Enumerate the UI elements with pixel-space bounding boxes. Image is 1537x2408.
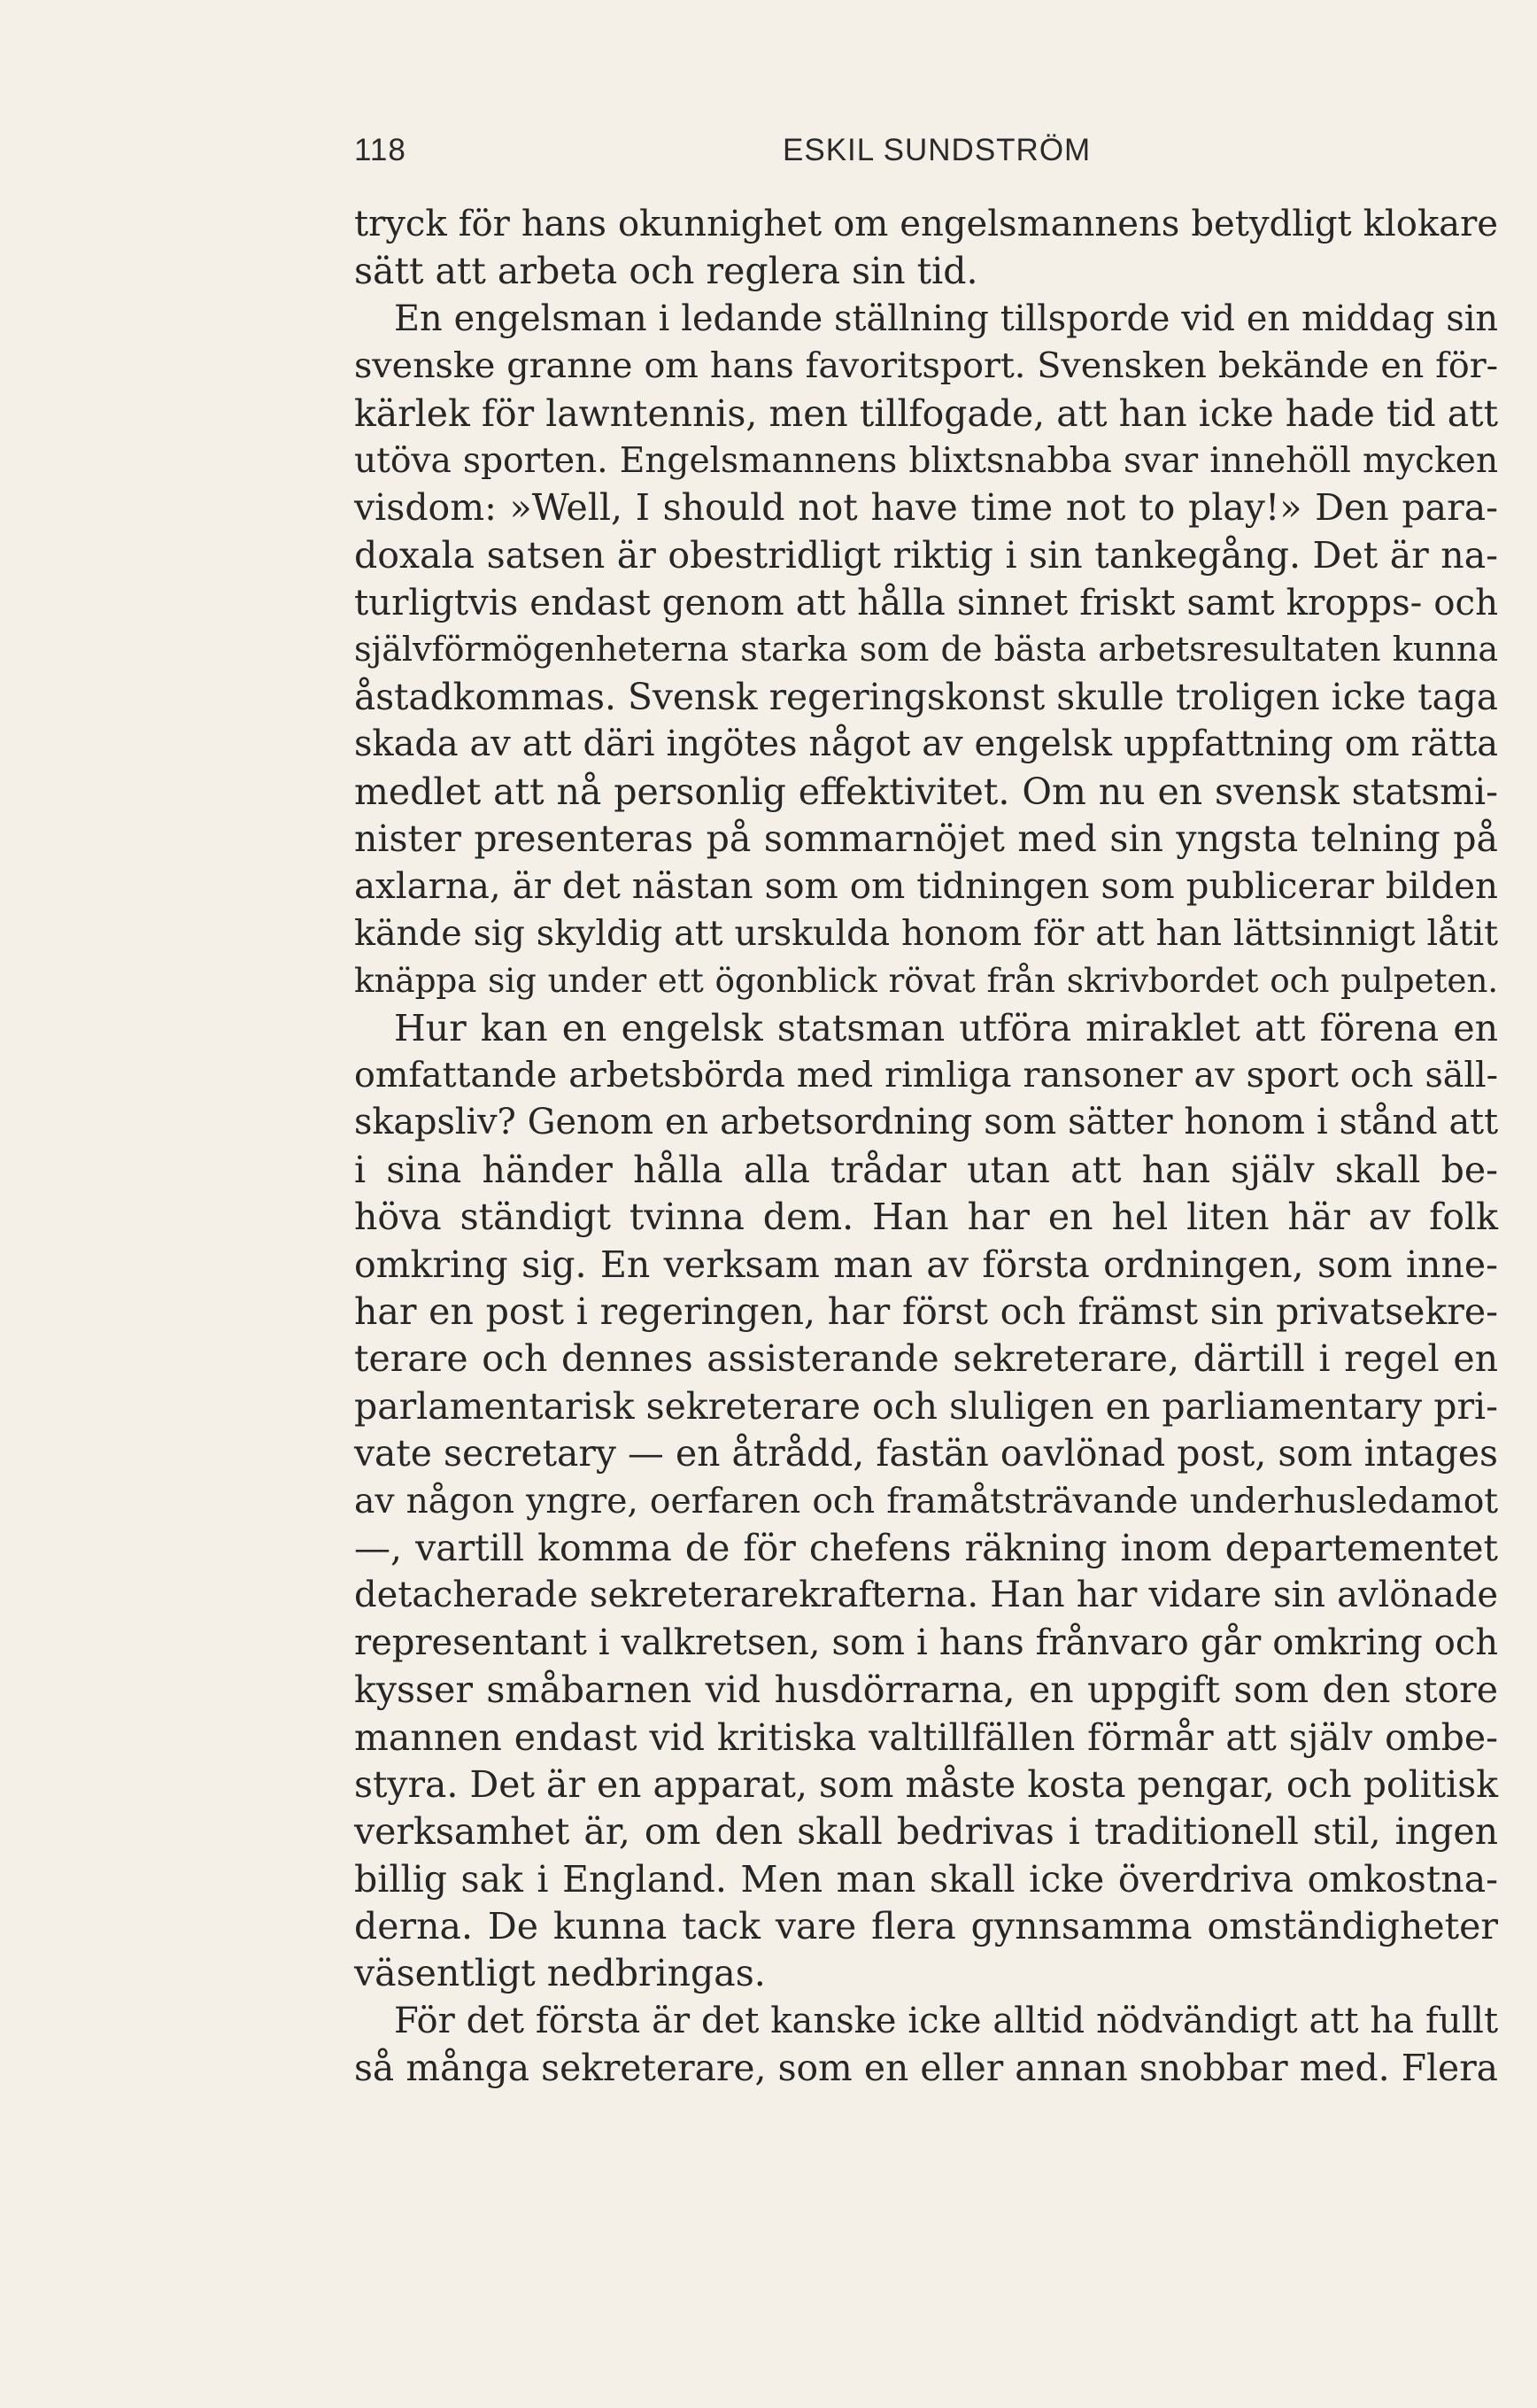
body-text bbox=[354, 201, 1498, 2093]
text-line: nister presenteras på sommarnöjet med sin yngsta telning på bbox=[354, 817, 1498, 861]
text-line: verksamhet är, om den skall bedrivas i traditionell stil, ingen bbox=[354, 1810, 1498, 1854]
page-number: 118 bbox=[354, 133, 406, 167]
text-line: detacherade sekreterarekrafterna. Han har vidare sin avlönade bbox=[354, 1575, 1498, 1616]
text-line: —, vartill komma de för chefens räkning inom departementet bbox=[354, 1526, 1498, 1569]
text-line: För det första är det kanske icke alltid nödvändigt att ha fullt bbox=[394, 2000, 1498, 2041]
running-title: ESKIL SUNDSTRÖM bbox=[783, 133, 1092, 167]
text-line: höva ständigt tvinna dem. Han har en hel liten här av folk bbox=[354, 1196, 1498, 1239]
text-line: medlet att nå personlig effektivitet. Om nu en svensk statsmi- bbox=[354, 770, 1498, 813]
text-line: terare och dennes assisterande sekreterare, därtill i regel en bbox=[354, 1337, 1498, 1381]
text-line: axlarna, är det nästan som om tidningen som publicerar bilden bbox=[354, 865, 1498, 908]
text-line: så många sekreterare, som en eller annan snobbar med. Flera bbox=[354, 2047, 1498, 2090]
text-line: turligtvis endast genom att hålla sinnet friskt samt kropps- och bbox=[354, 582, 1498, 624]
text-line: billig sak i England. Men man skall icke överdriva omkostna- bbox=[354, 1857, 1498, 1901]
text-line: kärlek för lawntennis, men tillfogade, att han icke hade tid att bbox=[354, 391, 1498, 435]
text-line: vate secretary — en åtrådd, fastän oavlönad post, som intages bbox=[354, 1432, 1498, 1475]
text-line: doxala satsen är obestridligt riktig i sin tankegång. Det är na- bbox=[354, 533, 1498, 577]
text-line: representant i valkretsen, som i hans frånvaro går omkring och bbox=[354, 1622, 1498, 1663]
text-line: skapsliv? Genom en arbetsordning som sätter honom i stånd att bbox=[354, 1102, 1498, 1143]
text-line: svenske granne om hans favoritsport. Svensken bekände en för- bbox=[354, 345, 1498, 387]
text-line: parlamentarisk sekreterare och sluligen en parliamentary pri- bbox=[354, 1384, 1498, 1428]
running-head bbox=[354, 133, 1496, 177]
text-line: i sina händer hålla alla trådar utan att han själv skall be- bbox=[354, 1148, 1498, 1191]
text-line: kände sig skyldig att urskulda honom för att han lättsinnigt låtit bbox=[354, 912, 1498, 954]
text-line: åstadkommas. Svensk regeringskonst skulle troligen icke taga bbox=[354, 675, 1498, 718]
text-line: omkring sig. En verksam man av första ordningen, som inne- bbox=[354, 1243, 1498, 1286]
text-line: styra. Det är en apparat, som måste kosta pengar, och politisk bbox=[354, 1762, 1498, 1806]
text-line: omfattande arbetsbörda med rimliga ransoner av sport och säll- bbox=[354, 1055, 1498, 1096]
text-line: sätt att arbeta och reglera sin tid. bbox=[354, 250, 978, 293]
text-line: av någon yngre, oerfaren och framåtsträvande underhusledamot bbox=[354, 1481, 1498, 1521]
text-line: Hur kan en engelsk statsman utföra miraklet att förena en bbox=[394, 1006, 1498, 1049]
text-line: kysser småbarnen vid husdörrarna, en uppgift som den store bbox=[354, 1669, 1498, 1712]
text-line: En engelsman i ledande ställning tillsporde vid en middag sin bbox=[394, 298, 1498, 339]
text-line: visdom: »Well, I should not have time not to play!» Den para- bbox=[354, 486, 1498, 530]
text-line: självförmögenheterna starka som de bästa arbetsresultaten kunna bbox=[354, 630, 1498, 670]
text-line: knäppa sig under ett ögonblick rövat från skrivbordet och pulpeten. bbox=[354, 961, 1498, 1001]
text-line: mannen endast vid kritiska valtillfällen förmår att själv ombe- bbox=[354, 1715, 1498, 1759]
text-line: utöva sporten. Engelsmannens blixtsnabba svar innehöll mycken bbox=[354, 440, 1498, 481]
text-line: skada av att däri ingötes något av engelsk uppfattning om rätta bbox=[354, 724, 1498, 765]
text-line: derna. De kunna tack vare flera gynnsamma omständigheter bbox=[354, 1905, 1498, 1948]
text-line: har en post i regeringen, har först och främst sin privatsekre- bbox=[354, 1289, 1498, 1333]
text-line: väsentligt nedbringas. bbox=[354, 1952, 766, 1995]
text-line: tryck för hans okunnighet om engelsmannens betydligt klokare bbox=[354, 204, 1498, 244]
